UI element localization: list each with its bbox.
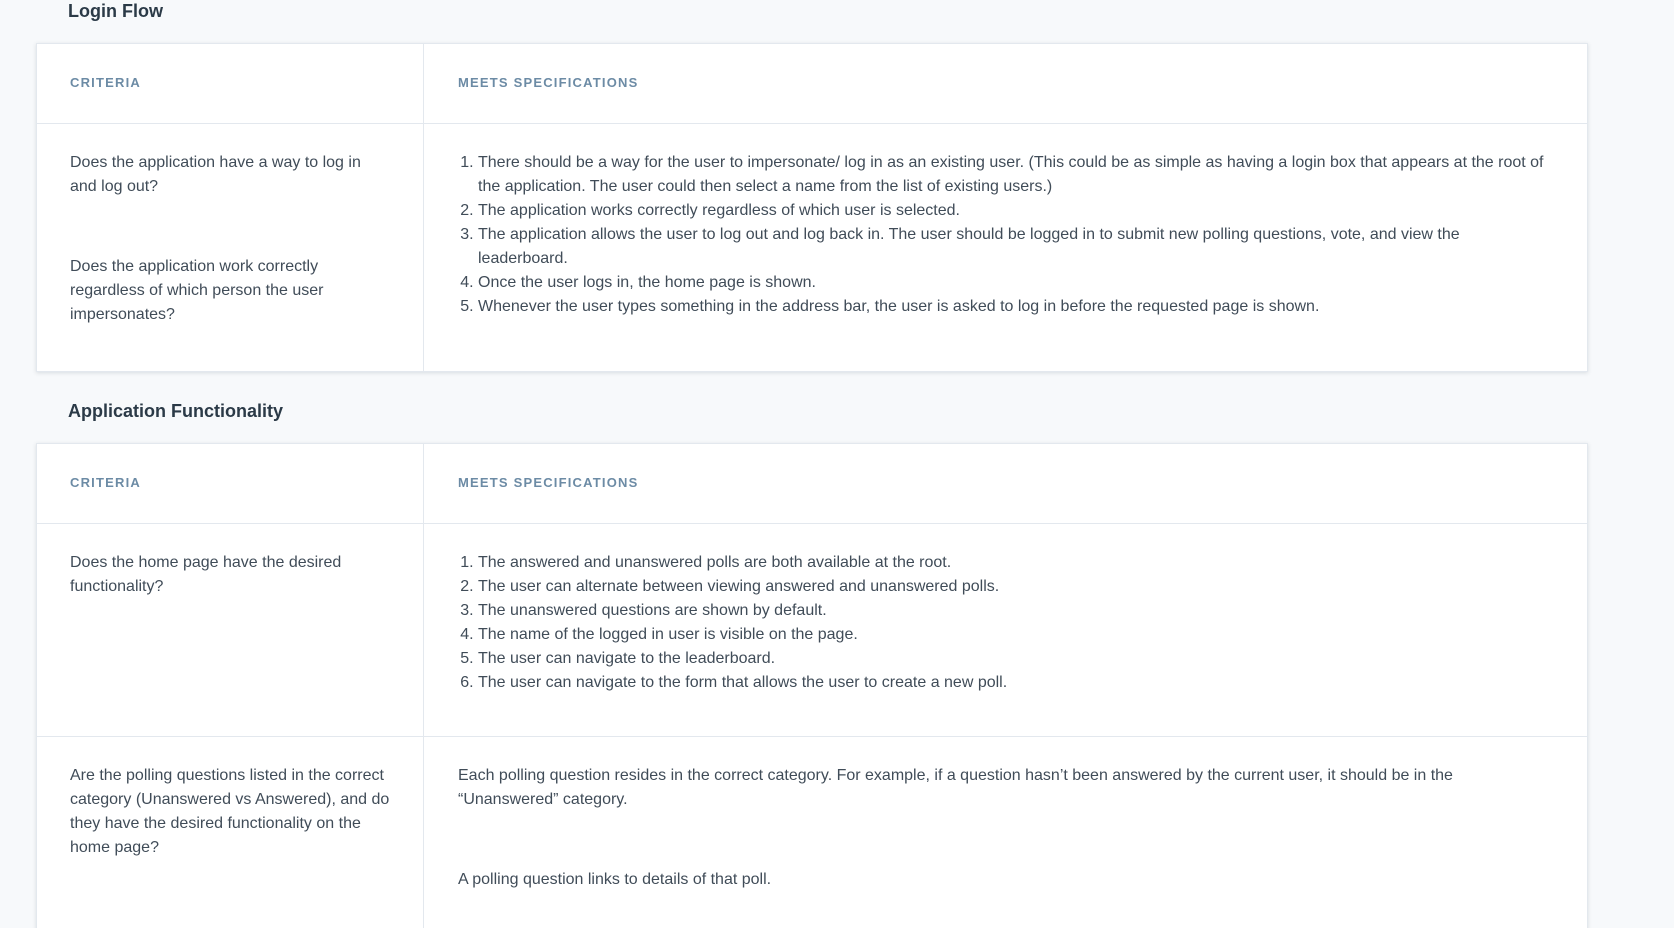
table-row — [37, 123, 1587, 372]
list-item: 6. The user can navigate to the form that allows the user to create a new poll. — [478, 671, 1553, 695]
criteria-text: Does the home page have the desired functionality? — [70, 554, 342, 595]
list-item: 5. Whenever the user types something in the address bar, the user is asked to log in before the requested page is shown. — [478, 295, 1553, 319]
specifications-header: MEETS SPECIFICATIONS — [458, 75, 639, 90]
application-functionality-table — [36, 443, 1588, 928]
list-item: 1. There should be a way for the user to impersonate/ log in as an existing user. (This could be as simple as having a login box that appears at the root of the application. The user could then select a name from the list of existing users.) — [478, 151, 1553, 199]
list-item: 3. The application allows the user to log out and log back in. The user should be logged in to submit new polling questions, vote, and view the leaderboard. — [478, 223, 1553, 271]
specification-paragraph: Each polling question resides in the correct category. For example, if a question hasn’t been answered by the current user, it should be in the “Unanswered” category. — [458, 767, 1453, 808]
specifications-list — [458, 151, 1553, 319]
list-item: 3. The unanswered questions are shown by default. — [478, 599, 1553, 623]
table-row — [37, 736, 1587, 928]
table-header-row — [37, 44, 1587, 123]
list-item: 2. The application works correctly regardless of which user is selected. — [478, 199, 1553, 223]
list-item: 1. The answered and unanswered polls are both available at the root. — [478, 551, 1553, 575]
list-item: 4. Once the user logs in, the home page is shown. — [478, 271, 1553, 295]
list-item: 2. The user can alternate between viewing answered and unanswered polls. — [478, 575, 1553, 599]
specification-paragraph: A polling question links to details of that poll. — [458, 871, 772, 888]
specifications-list — [458, 551, 1553, 695]
list-item: 5. The user can navigate to the leaderboard. — [478, 647, 1553, 671]
table-row — [37, 523, 1587, 736]
criteria-header: CRITERIA — [70, 475, 141, 490]
section-title-application-functionality: Application Functionality — [68, 401, 283, 421]
login-flow-table — [36, 43, 1588, 372]
criteria-text: Does the application have a way to log in and log out? — [70, 154, 361, 195]
criteria-text: Are the polling questions listed in the correct category (Unanswered vs Answered), and do they have the desired functionality on the home page? — [70, 767, 390, 856]
table-header-row — [37, 444, 1587, 523]
list-item: 4. The name of the logged in user is visible on the page. — [478, 623, 1553, 647]
specifications-header: MEETS SPECIFICATIONS — [458, 475, 639, 490]
criteria-header: CRITERIA — [70, 75, 141, 90]
criteria-text: Does the application work correctly regardless of which person the user impersonates? — [70, 258, 324, 323]
section-title-login-flow: Login Flow — [68, 1, 163, 21]
